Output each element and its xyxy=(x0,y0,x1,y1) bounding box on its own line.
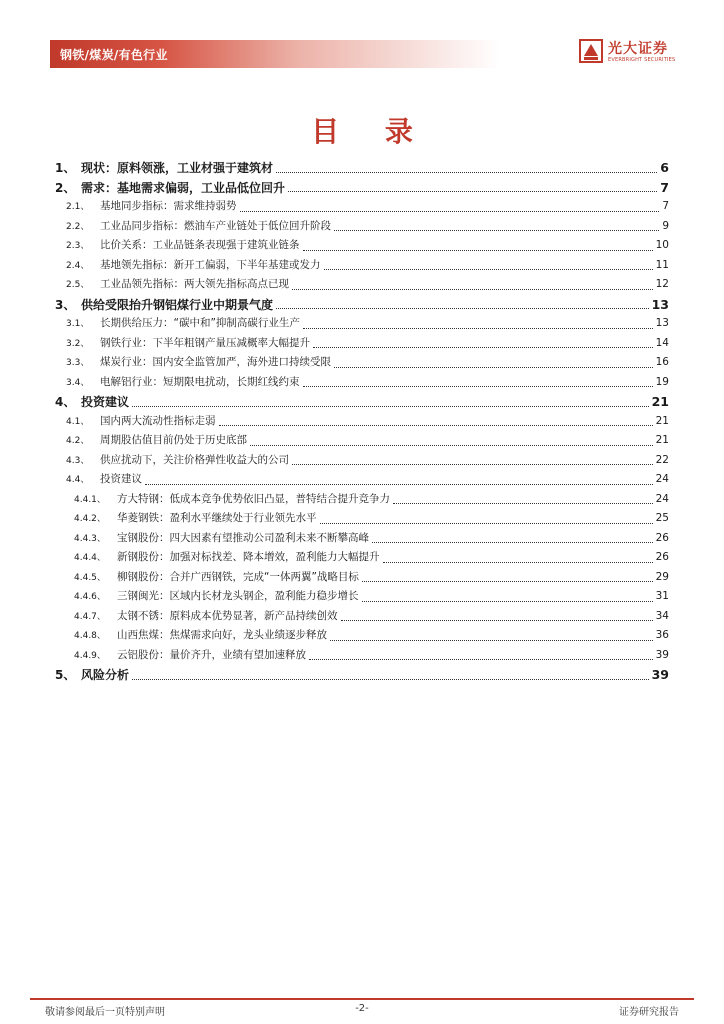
toc-entry-title: 工业品同步指标：燃油车产业链处于低位回升阶段 xyxy=(100,219,331,232)
toc-entry[interactable] xyxy=(55,470,669,490)
toc-dot-leader xyxy=(276,303,649,309)
toc-entry-page: 7 xyxy=(660,179,669,195)
toc-entry-page: 19 xyxy=(655,375,669,388)
toc-entry-title: 周期股估值目前仍处于历史底部 xyxy=(100,434,247,446)
footer-disclaimer: 敬请参阅最后一页特别声明 xyxy=(45,1007,165,1018)
toc-entry-page: 9 xyxy=(662,219,669,232)
toc-entry-title: 工业品领先指标：两大领先指标高点已现 xyxy=(100,278,289,290)
toc-dot-leader xyxy=(240,206,660,212)
toc-dot-leader xyxy=(362,576,653,582)
toc-dot-leader xyxy=(276,167,657,173)
toc-entry-number: 4.4.3、 xyxy=(74,533,106,544)
toc-dot-leader xyxy=(362,596,653,602)
toc-entry-number: 4.3、 xyxy=(66,455,90,466)
toc-entry[interactable] xyxy=(55,568,669,588)
toc-entry-page: 24 xyxy=(655,492,669,505)
toc-entry-page: 12 xyxy=(655,278,669,290)
toc-entry-number: 3.1、 xyxy=(66,319,90,329)
toc-entry-title: 比价关系：工业品链条表现强于建筑业链条 xyxy=(100,239,300,251)
toc-dot-leader xyxy=(334,362,653,368)
toc-entry[interactable] xyxy=(55,490,669,510)
toc-entry-number: 2.5、 xyxy=(66,280,90,290)
toc-entry-number: 4.4.6、 xyxy=(74,592,106,602)
footer-divider xyxy=(30,998,694,1000)
toc-entry-page: 26 xyxy=(655,531,669,544)
toc-entry-page: 26 xyxy=(655,551,669,563)
toc-entry[interactable] xyxy=(55,256,669,276)
toc-entry-title: 方大特钢：低成本竞争优势依旧凸显，普特结合提升竞争力 xyxy=(117,492,390,505)
toc-entry-number: 4.4.1、 xyxy=(74,494,106,505)
toc-dot-leader xyxy=(303,381,653,387)
toc-entry[interactable] xyxy=(55,373,669,393)
toc-entry-page: 21 xyxy=(655,434,669,446)
logo-subtitle: EVERBRIGHT SECURITIES xyxy=(608,57,676,63)
toc-entry-number: 4.4、 xyxy=(66,475,90,485)
logo-mark-icon xyxy=(578,38,604,64)
toc-entry-title: 华菱钢铁：盈利水平继续处于行业领先水平 xyxy=(117,512,317,524)
toc-entry-page: 10 xyxy=(655,239,669,251)
toc-entry[interactable] xyxy=(55,431,669,451)
toc-entry-page: 11 xyxy=(655,258,669,271)
toc-entry-title: 现状：原料领涨，工业材强于建筑材 xyxy=(81,161,274,175)
toc-entry-title: 云铝股份：量价齐升，业绩有望加速释放 xyxy=(117,648,306,661)
toc-entry-page: 16 xyxy=(655,356,669,368)
toc-entry[interactable] xyxy=(55,646,669,666)
toc-dot-leader xyxy=(324,264,653,270)
toc-entry[interactable] xyxy=(55,295,669,315)
logo-name: 光大证券 xyxy=(608,41,668,57)
toc-entry-title: 投资建议 xyxy=(100,473,142,485)
toc-dot-leader xyxy=(132,674,649,680)
toc-entry-page: 29 xyxy=(655,570,669,583)
toc-entry-page: 13 xyxy=(651,296,669,312)
toc-entry-number: 5、 xyxy=(55,668,76,682)
page-number: -2- xyxy=(355,1003,369,1014)
toc-dot-leader xyxy=(219,420,653,426)
toc-entry-title: 新钢股份：加强对标找差、降本增效，盈利能力大幅提升 xyxy=(117,551,380,563)
toc-entry[interactable] xyxy=(55,665,669,685)
toc-entry[interactable] xyxy=(55,392,669,412)
toc-entry-number: 2.2、 xyxy=(66,221,90,232)
toc-entry[interactable] xyxy=(55,412,669,432)
toc-dot-leader xyxy=(383,557,653,563)
toc-entry-page: 21 xyxy=(655,414,669,427)
toc-entry-number: 1、 xyxy=(55,161,76,175)
toc-dot-leader xyxy=(303,245,653,251)
toc-dot-leader xyxy=(372,537,653,543)
toc-entry[interactable] xyxy=(55,529,669,549)
toc-entry[interactable] xyxy=(55,451,669,471)
toc-entry-page: 7 xyxy=(662,200,669,212)
toc-entry-number: 2、 xyxy=(55,180,76,195)
toc-entry-page: 21 xyxy=(651,394,669,409)
toc-entry-number: 3.3、 xyxy=(66,358,90,368)
toc-entry[interactable] xyxy=(55,509,669,529)
toc-entry[interactable] xyxy=(55,587,669,607)
toc-dot-leader xyxy=(334,225,659,231)
toc-entry-number: 4.4.8、 xyxy=(74,631,106,641)
toc-entry-title: 长期供给压力：“碳中和”抑制高碳行业生产 xyxy=(100,317,300,329)
toc-entry-title: 需求：基地需求偏弱，工业品低位回升 xyxy=(81,180,286,195)
toc-dot-leader xyxy=(309,654,653,660)
toc-entry-page: 39 xyxy=(655,648,669,661)
toc-entry-title: 山西焦煤：焦煤需求向好，龙头业绩逐步释放 xyxy=(117,629,327,641)
toc-entry-number: 4.4.2、 xyxy=(74,514,106,524)
company-logo xyxy=(578,36,688,68)
toc-entry-title: 煤炭行业：国内安全监管加严，海外进口持续受限 xyxy=(100,356,331,368)
toc-entry[interactable] xyxy=(55,178,669,198)
footer-report-type: 证券研究报告 xyxy=(619,1007,679,1018)
toc-entry-number: 4.1、 xyxy=(66,416,90,427)
page-title: 目 录 xyxy=(311,115,431,148)
toc-entry-title: 宝钢股份：四大因素有望推动公司盈利未来不断攀高峰 xyxy=(117,531,369,544)
toc-entry-number: 4.4.4、 xyxy=(74,553,106,563)
toc-entry[interactable] xyxy=(55,158,669,178)
toc-entry-title: 供应扰动下，关注价格弹性收益大的公司 xyxy=(100,453,289,466)
toc-entry-title: 投资建议 xyxy=(81,395,130,409)
toc-entry-number: 2.3、 xyxy=(66,241,90,251)
toc-entry-number: 3.2、 xyxy=(66,338,90,349)
toc-entry[interactable] xyxy=(55,275,669,295)
toc-dot-leader xyxy=(292,459,653,465)
toc-entry[interactable] xyxy=(55,353,669,373)
toc-entry[interactable] xyxy=(55,607,669,627)
toc-dot-leader xyxy=(303,323,653,329)
toc-entry-title: 基地领先指标：新开工偏弱，下半年基建或发力 xyxy=(100,258,321,271)
section-label: 钢铁/煤炭/有色行业 xyxy=(60,48,168,62)
toc-entry[interactable] xyxy=(55,236,669,256)
toc-entry-title: 钢铁行业：下半年粗钢产量压减概率大幅提升 xyxy=(100,336,310,349)
toc-entry-title: 三钢闽光：区域内长材龙头钢企，盈利能力稳步增长 xyxy=(117,590,359,602)
toc-dot-leader xyxy=(320,518,653,524)
toc-entry-title: 国内两大流动性指标走弱 xyxy=(100,414,216,427)
toc-dot-leader xyxy=(313,342,653,348)
toc-entry-number: 4.4.9、 xyxy=(74,650,106,661)
toc-entry-number: 3.4、 xyxy=(66,377,90,388)
toc-entry[interactable] xyxy=(55,626,669,646)
toc-dot-leader xyxy=(250,440,653,446)
toc-dot-leader xyxy=(292,284,653,290)
toc-entry[interactable] xyxy=(55,197,669,217)
toc-entry-page: 34 xyxy=(655,609,669,622)
toc-dot-leader xyxy=(393,498,653,504)
toc-entry[interactable] xyxy=(55,314,669,334)
toc-dot-leader xyxy=(330,635,653,641)
toc-entry[interactable] xyxy=(55,548,669,568)
toc-entry-page: 31 xyxy=(655,590,669,602)
toc-dot-leader xyxy=(288,186,657,192)
toc-entry-number: 4.4.5、 xyxy=(74,572,106,583)
toc-entry-number: 2.1、 xyxy=(66,202,90,212)
toc-entry-number: 4.2、 xyxy=(66,436,90,446)
toc-entry-page: 39 xyxy=(651,667,669,682)
toc-dot-leader xyxy=(132,401,649,407)
toc-entry-title: 太钢不锈：原料成本优势显著，新产品持续创效 xyxy=(117,609,338,622)
toc-entry-title: 风险分析 xyxy=(81,668,130,682)
toc-entry-title: 基地同步指标：需求维持弱势 xyxy=(100,200,237,212)
toc-entry-number: 4.4.7、 xyxy=(74,611,106,622)
toc-entry-page: 6 xyxy=(660,160,669,175)
table-of-contents xyxy=(55,158,669,685)
toc-entry-page: 22 xyxy=(655,453,669,466)
toc-entry-page: 13 xyxy=(655,317,669,329)
toc-entry-number: 2.4、 xyxy=(66,260,90,271)
toc-entry[interactable] xyxy=(55,334,669,354)
toc-entry[interactable] xyxy=(55,217,669,237)
toc-entry-page: 14 xyxy=(655,336,669,349)
toc-dot-leader xyxy=(145,479,653,485)
toc-entry-page: 25 xyxy=(655,512,669,524)
toc-entry-page: 36 xyxy=(655,629,669,641)
toc-entry-number: 4、 xyxy=(55,395,76,409)
toc-entry-title: 电解铝行业：短期限电扰动，长期红线约束 xyxy=(100,375,300,388)
toc-entry-page: 24 xyxy=(655,473,669,485)
toc-entry-number: 3、 xyxy=(55,297,76,312)
toc-dot-leader xyxy=(341,615,653,621)
toc-entry-title: 柳钢股份：合并广西钢铁，完成“一体两翼”战略目标 xyxy=(117,570,359,583)
toc-entry-title: 供给受限抬升钢铝煤行业中期景气度 xyxy=(81,297,274,312)
